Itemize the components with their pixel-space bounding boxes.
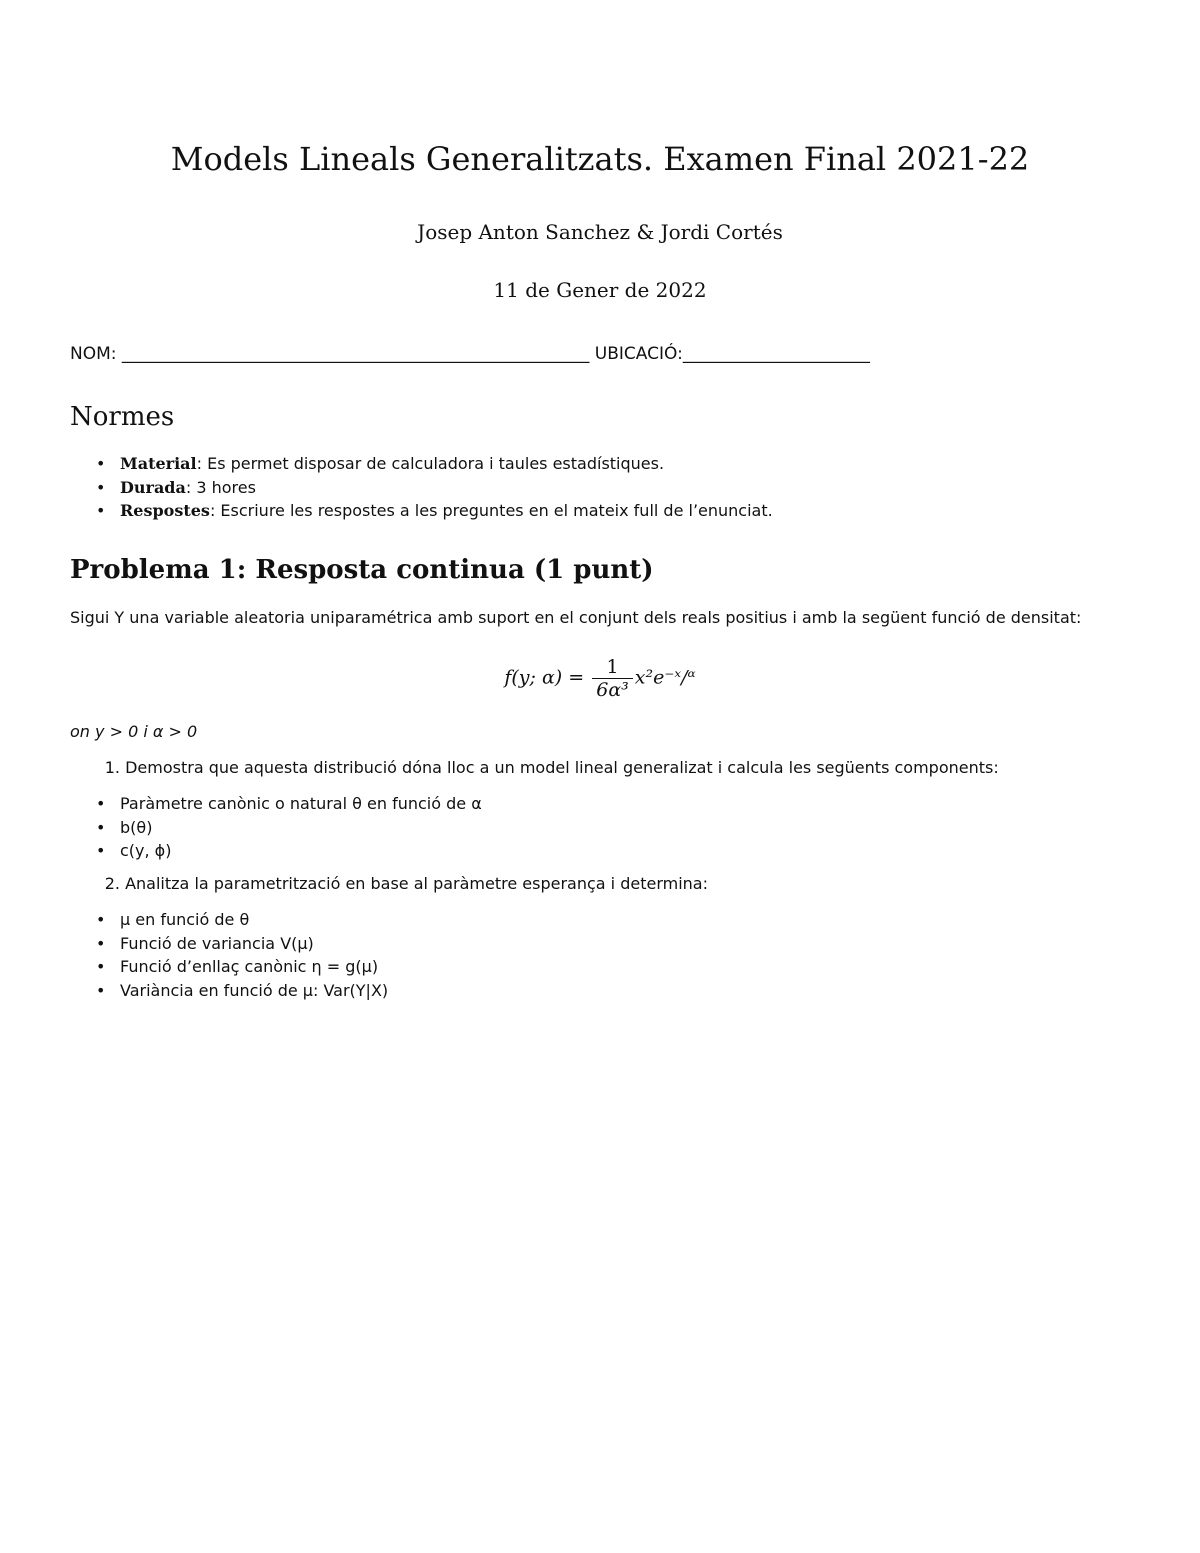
question-2	[70, 874, 708, 893]
problema1-intro: Sigui Y una variable aleatoria uniparamétrica amb suport en el conjunt dels reals positius i amb la següent funció de densitat:	[70, 608, 1082, 627]
list-item: • Funció de variancia V(μ)	[70, 932, 388, 956]
list-item: • Variància en funció de μ: Var(Y|X)	[70, 979, 388, 1003]
question-number: 1.	[104, 758, 120, 777]
problema1-heading: Problema 1: Resposta continua (1 punt)	[70, 555, 654, 585]
list-item: • c(y, ϕ)	[70, 839, 482, 863]
question-text: Demostra que aquesta distribució dóna lloc a un model lineal generalizat i calcula les següents components:	[125, 758, 999, 777]
exam-date: 11 de Gener de 2022	[493, 278, 707, 302]
normes-item-label: Respostes	[120, 501, 210, 520]
normes-item-material	[70, 452, 773, 476]
formula-numerator: 1	[592, 656, 633, 679]
normes-item-text: : Escriure les respostes a les preguntes en el mateix full de l’enunciat.	[209, 501, 773, 520]
normes-item-label: Durada	[120, 477, 186, 497]
question-text: Analitza la parametrització en base al paràmetre esperança i determina:	[125, 874, 708, 893]
normes-list	[70, 452, 773, 523]
formula-denominator: 6α³	[596, 679, 629, 701]
question-1-items	[70, 792, 482, 863]
formula-rhs: x²e⁻ˣ/ᵅ	[634, 666, 696, 689]
document-title: Models Lineals Generalitzats. Examen Final 2021-22	[170, 140, 1030, 178]
question-1	[70, 758, 999, 777]
authors: Josep Anton Sanchez & Jordi Cortés	[417, 220, 783, 244]
list-item: • b(θ)	[70, 816, 482, 840]
normes-item-durada	[70, 476, 773, 500]
list-item: • Funció d’enllaç canònic η = g(μ)	[70, 955, 388, 979]
formula-lhs: f(y; α) =	[504, 666, 585, 689]
formula-fraction	[592, 656, 633, 701]
list-item: • μ en funció de θ	[70, 908, 388, 932]
density-formula	[0, 656, 1200, 701]
normes-item-text: : Es permet disposar de calculadora i taules estadístiques.	[196, 454, 665, 473]
normes-item-text: : 3 hores	[185, 477, 256, 497]
name-location-line: NOM: _______________________________________________________ UBICACIÓ:______________________	[70, 344, 870, 364]
normes-item-respostes	[70, 499, 773, 523]
normes-item-label: Material	[120, 454, 197, 473]
question-2-items	[70, 908, 388, 1002]
domain-condition: on y > 0 i α > 0	[70, 722, 198, 741]
list-item: • Paràmetre canònic o natural θ en funció de α	[70, 792, 482, 816]
normes-heading: Normes	[70, 402, 175, 432]
question-number: 2.	[104, 874, 120, 893]
